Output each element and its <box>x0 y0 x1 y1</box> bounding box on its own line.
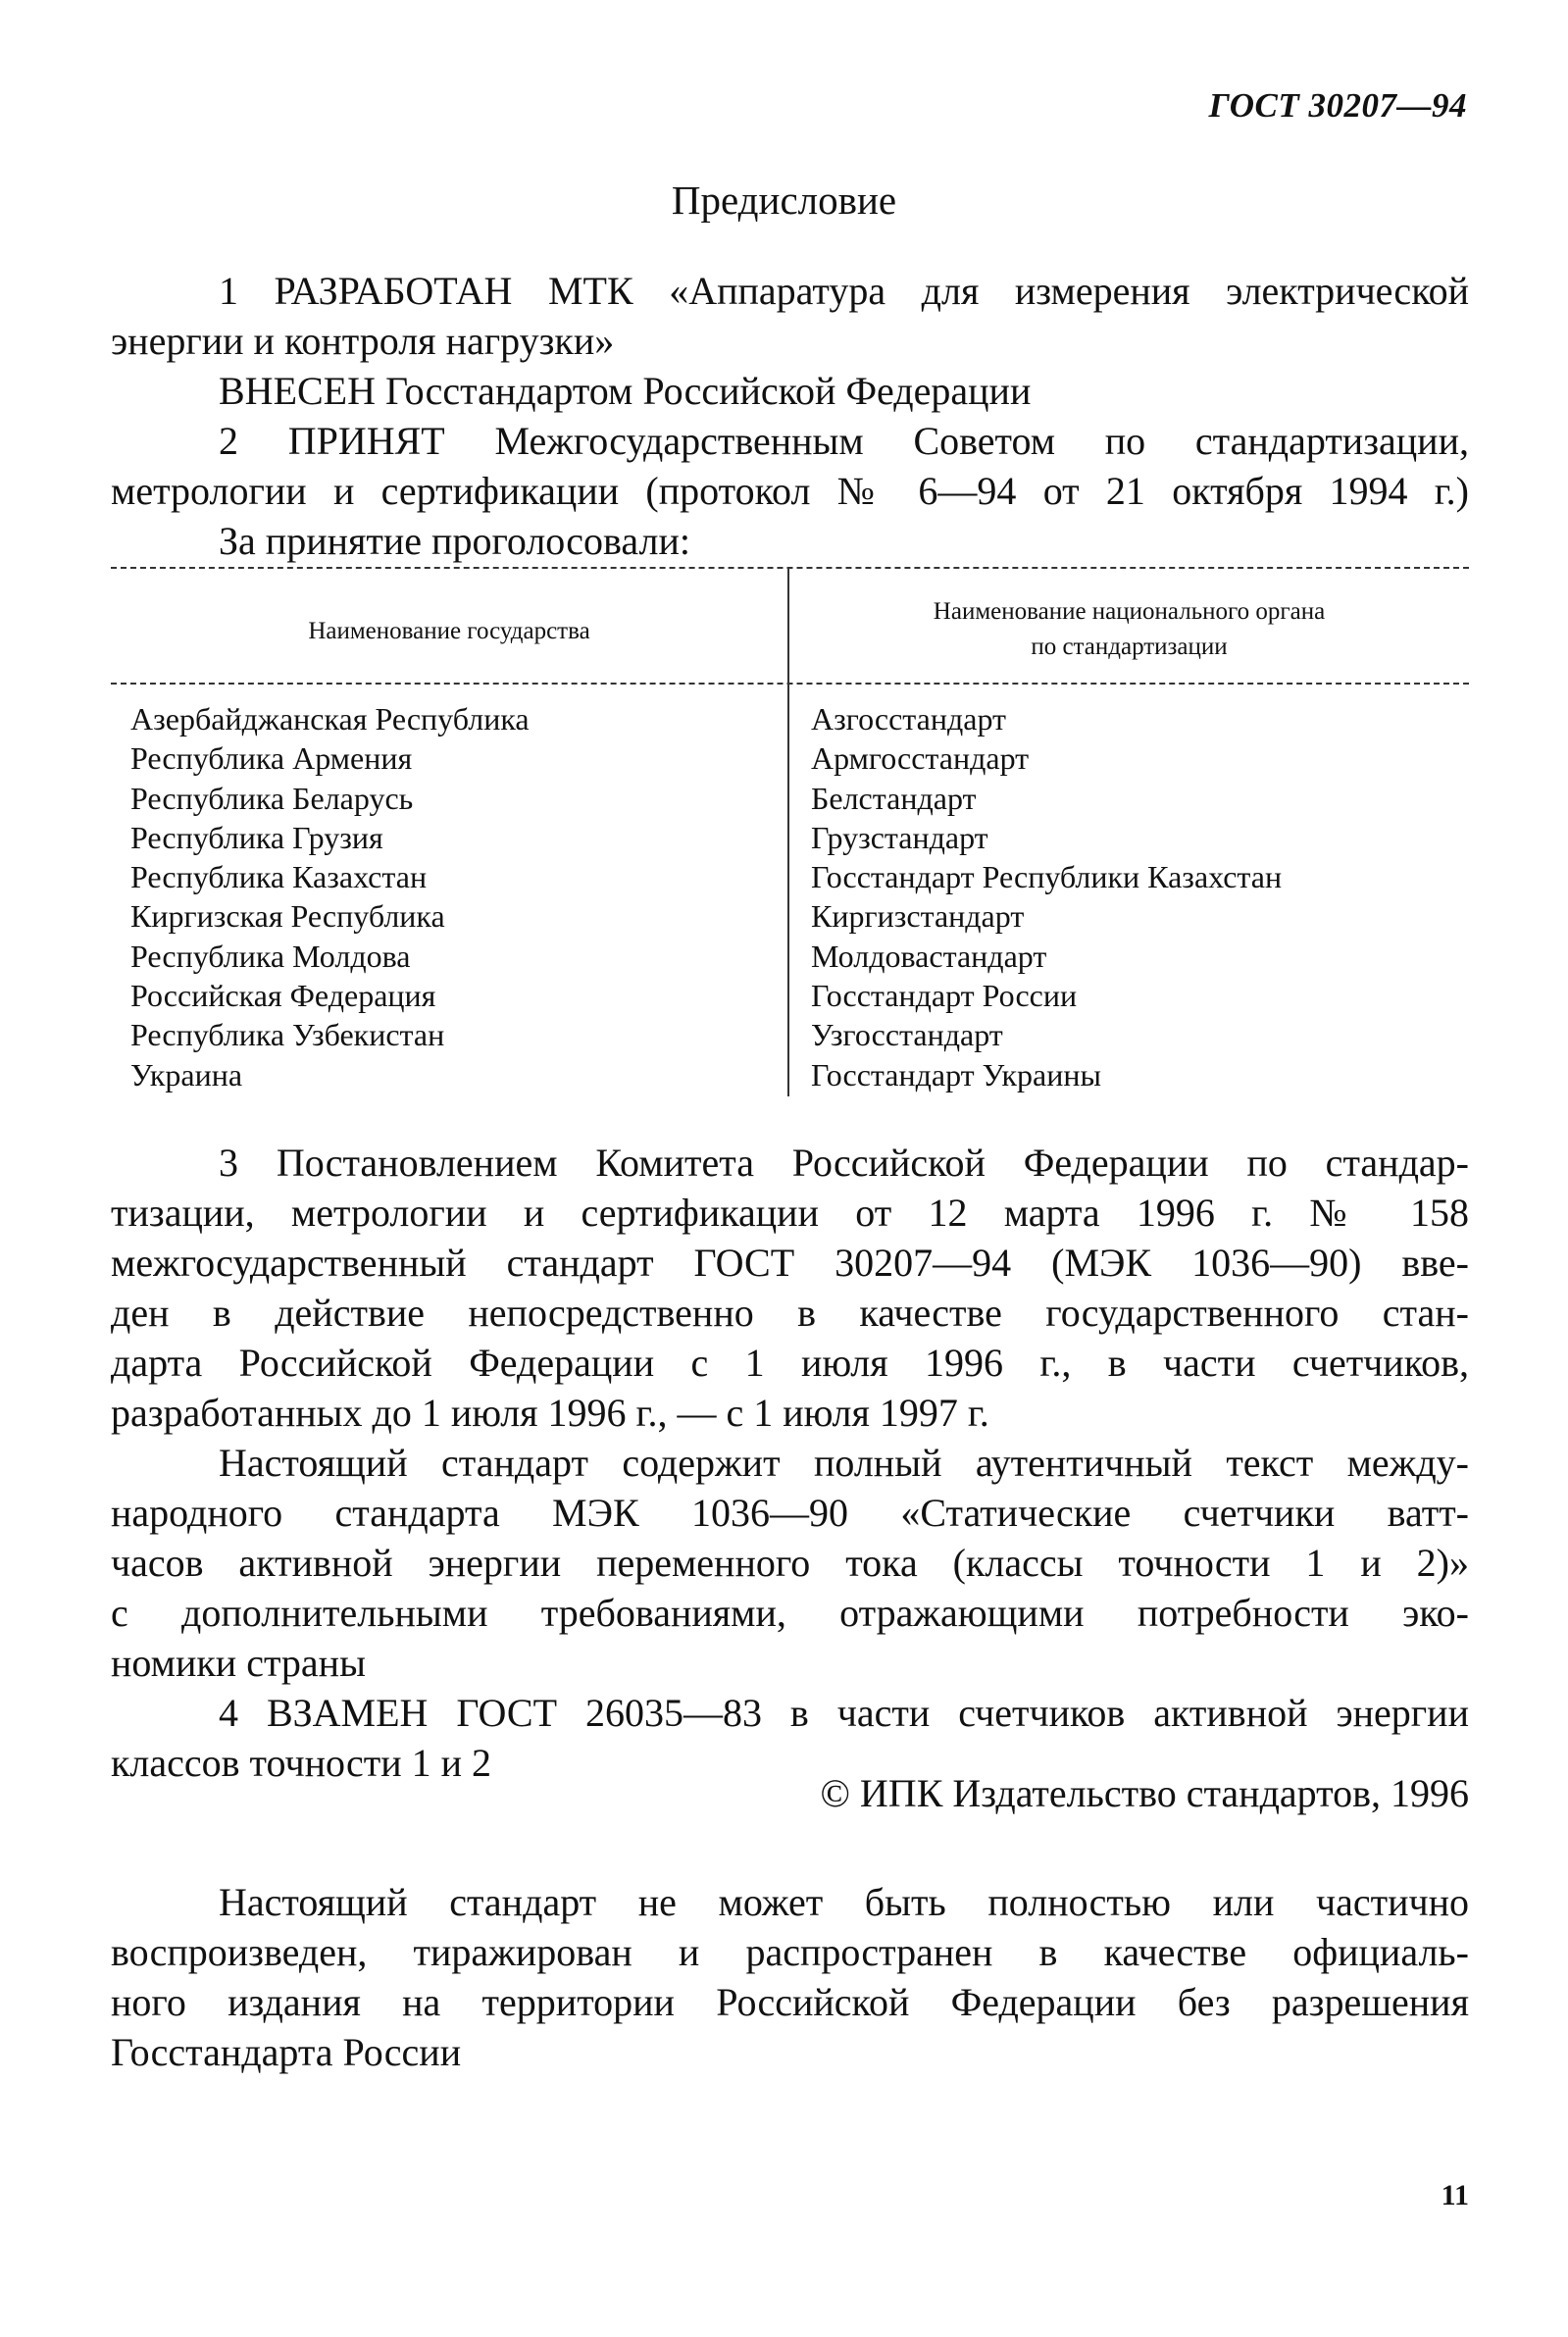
table-cell-body: Киргизстандарт <box>811 898 1025 935</box>
section-3b-line: часов активной энергии переменного тока (классы точности 1 и 2)» <box>111 1541 1469 1585</box>
reproduction-line: воспроизведен, тиражирован и распространен в качестве официаль- <box>111 1930 1469 1974</box>
section-3-line: тизации, метрологии и сертификации от 12 марта 1996 г. № 158 <box>111 1191 1469 1235</box>
table-cell-body: Молдовастандарт <box>811 938 1047 974</box>
table-cell-state: Азербайджанская Республика <box>130 701 530 737</box>
section-3-line: межгосударственный стандарт ГОСТ 30207—94 (МЭК 1036—90) вве- <box>111 1241 1469 1285</box>
section-4-line: 4 ВЗАМЕН ГОСТ 26035—83 в части счетчиков активной энергии <box>219 1691 1469 1735</box>
table-header-state: Наименование государства <box>308 618 590 644</box>
table-cell-state: Республика Беларусь <box>130 780 414 816</box>
table-cell-body: Госстандарт России <box>811 978 1078 1014</box>
intro-line-developed: 1 РАЗРАБОТАН МТК «Аппаратура для измерения электрической <box>219 269 1469 313</box>
table-cell-state: Российская Федерация <box>130 978 436 1014</box>
table-column-bodies <box>811 699 1282 1094</box>
table-cell-state: Киргизская Республика <box>130 898 445 935</box>
table-cell-state: Украина <box>130 1056 243 1092</box>
table-cell-body: Азгосстандарт <box>811 701 1007 737</box>
reproduction-notice <box>111 1877 1469 2077</box>
section-3-line: дарта Российской Федерации с 1 июля 1996 г., в части счетчиков, <box>111 1341 1469 1385</box>
section-3b-line: народного стандарта МЭК 1036—90 «Статические счетчики ватт- <box>111 1491 1469 1535</box>
section-3b-line: с дополнительными требованиями, отражающими потребности эко- <box>111 1591 1469 1635</box>
section-3-line: ден в действие непосредственно в качестве государственного стан- <box>111 1291 1469 1335</box>
voting-table <box>111 567 1469 1092</box>
reproduction-line: Госстандарта России <box>111 2030 462 2074</box>
table-header-body-line1: Наименование национального органа <box>933 598 1326 625</box>
table-cell-state: Республика Казахстан <box>130 859 428 895</box>
copyright-notice: © ИПК Издательство стандартов, 1996 <box>820 1771 1469 1815</box>
table-cell-body: Узгосстандарт <box>811 1017 1003 1053</box>
table-cell-body: Госстандарт Республики Казахстан <box>811 859 1283 895</box>
table-cell-body: Госстандарт Украины <box>811 1056 1101 1092</box>
reproduction-line: Настоящий стандарт не может быть полностью или частично <box>219 1880 1469 1924</box>
table-top-rule <box>111 567 1469 569</box>
section-3b-line: Настоящий стандарт содержит полный аутентичный текст между- <box>219 1441 1469 1485</box>
page-number: 11 <box>1441 2179 1469 2211</box>
intro-line-adopted: 2 ПРИНЯТ Межгосударственным Советом по стандартизации, <box>219 419 1469 463</box>
table-cell-body: Грузстандарт <box>811 819 988 855</box>
page-title: Предисловие <box>671 178 897 223</box>
section-4-line: классов точности 1 и 2 <box>111 1741 492 1785</box>
table-cell-body: Белстандарт <box>811 780 977 816</box>
intro-section <box>111 266 1469 566</box>
intro-line-adopted-cont: метрологии и сертификации (протокол № 6—94 от 21 октября 1994 г.) <box>111 469 1469 513</box>
table-cell-state: Республика Узбекистан <box>130 1017 445 1053</box>
intro-line-voted: За принятие проголосовали: <box>219 519 690 563</box>
section-3-line: 3 Постановлением Комитета Российской Федерации по стандар- <box>219 1141 1469 1185</box>
table-cell-body: Армгосстандарт <box>811 740 1030 777</box>
table-cell-state: Республика Грузия <box>130 819 383 855</box>
section-3-line: разработанных до 1 июля 1996 г., — с 1 июля 1997 г. <box>111 1391 989 1435</box>
table-cell-state: Республика Молдова <box>130 938 411 974</box>
table-header-standard-body <box>789 594 1469 665</box>
table-header-body-line2: по стандартизации <box>1031 634 1228 660</box>
intro-line-introduced: ВНЕСЕН Госстандартом Российской Федерации <box>219 369 1032 413</box>
table-column-states <box>130 699 530 1094</box>
table-header-rule <box>111 683 1469 685</box>
section-3b-line: номики страны <box>111 1641 366 1685</box>
intro-line-developed-cont: энергии и контроля нагрузки» <box>111 319 615 363</box>
document-code: ГОСТ 30207—94 <box>1208 86 1467 125</box>
reproduction-line: ного издания на территории Российской Федерации без разрешения <box>111 1980 1469 2024</box>
decree-section <box>111 1138 1469 1788</box>
table-cell-state: Республика Армения <box>130 740 413 777</box>
